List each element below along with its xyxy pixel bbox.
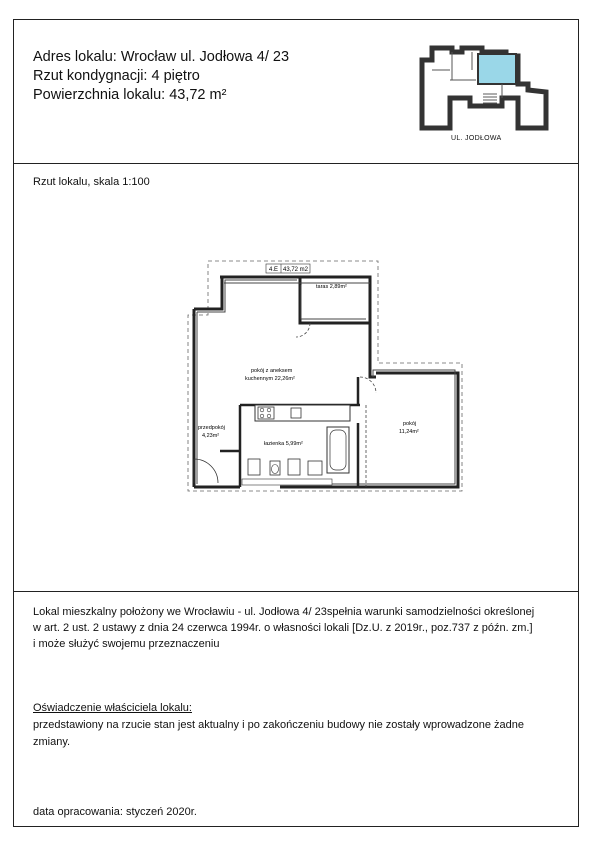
hall-area: 4,23m² — [202, 433, 220, 439]
plan-title: Rzut lokalu, skala 1:100 — [33, 176, 150, 188]
floor-plan — [180, 255, 465, 495]
statement-line-1: Lokal mieszkalny położony we Wrocławiu - ul. Jodłowa 4/ 23spełnia warunki samodzielności określonej — [33, 606, 535, 618]
hall-name: przedpokój — [198, 425, 225, 431]
owner-heading: Oświadczenie właściciela lokalu: — [33, 702, 192, 714]
area-line: Powierzchnia lokalu: 43,72 m² — [33, 87, 227, 103]
building-keyplan — [410, 40, 560, 140]
unit-area: 43,72 m2 — [283, 267, 309, 273]
statement-line-2: w art. 2 ust. 2 ustawy z dnia 24 czerwca 1994r. o własności lokali [Dz.U. z 2019r., poz.737 z późn. zm.] — [33, 622, 533, 634]
divider-plan — [13, 591, 579, 592]
divider-header — [13, 163, 579, 164]
unit-highlight — [478, 54, 516, 84]
bedroom-name: pokój — [403, 421, 417, 427]
living-room-name: pokój z aneksem — [251, 368, 293, 374]
unit-tag: 4.E — [269, 267, 279, 273]
bathroom-label: łazienka 5,99m² — [264, 441, 303, 447]
preparation-date: data opracowania: styczeń 2020r. — [33, 806, 197, 818]
floor-line: Rzut kondygnacji: 4 piętro — [33, 68, 200, 84]
address-line: Adres lokalu: Wrocław ul. Jodłowa 4/ 23 — [33, 49, 290, 65]
bedroom-area: 11,24m² — [399, 429, 419, 435]
living-room-area: kuchennym 22,26m² — [245, 376, 295, 382]
terrace-label: taras 2,89m² — [316, 284, 347, 290]
statement-line-3: i może służyć swojemu przeznaczeniu — [33, 638, 220, 650]
street-label: UL. JODŁOWA — [451, 135, 502, 142]
owner-statement: przedstawiony na rzucie stan jest aktualny i po zakończeniu budowy nie zostały wprowadzone żadne zmiany. — [33, 719, 525, 748]
